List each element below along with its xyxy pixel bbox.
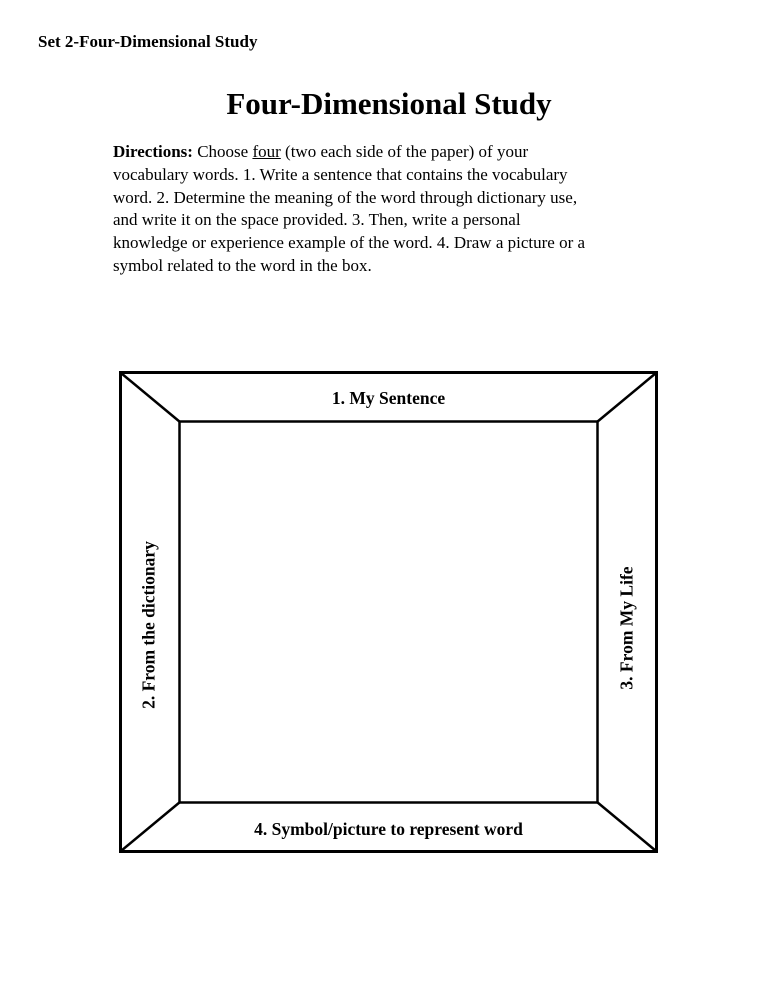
frame-label-symbol-picture: 4. Symbol/picture to represent word	[254, 819, 523, 839]
directions-line-6: symbol related to the word in the box.	[113, 255, 372, 275]
directions-underlined-word: four	[252, 142, 281, 161]
directions-text-rest: (two each side of the paper) of your	[285, 142, 529, 161]
drawing-box-area	[181, 423, 596, 801]
frame-miter-bottom-right	[597, 802, 656, 851]
frame-miter-top-left	[121, 373, 180, 422]
directions-label: Directions:	[113, 142, 193, 161]
page-header: Set 2-Four-Dimensional Study	[38, 32, 258, 51]
directions-line-1	[113, 141, 683, 164]
frame-miter-top-right	[597, 373, 656, 422]
directions-line-5: knowledge or experience example of the word. 4. Draw a picture or a	[113, 233, 586, 253]
directions-paragraph	[113, 141, 683, 278]
frame-label-my-sentence: 1. My Sentence	[331, 388, 446, 408]
page-title: Four-Dimensional Study	[226, 86, 552, 121]
four-dimensional-frame	[119, 371, 658, 853]
frame-label-from-the-dictionary: 2. From the dictionary	[138, 541, 159, 709]
directions-line-3: word. 2. Determine the meaning of the word through dictionary use,	[113, 187, 578, 207]
frame-label-from-my-life: 3. From My Life	[616, 566, 637, 690]
frame-miter-bottom-left	[121, 802, 180, 851]
directions-line-4: and write it on the space provided. 3. Then, write a personal	[113, 210, 521, 230]
directions-line-2: vocabulary words. 1. Write a sentence that contains the vocabulary	[113, 164, 568, 184]
directions-text-pre: Choose	[197, 142, 249, 161]
